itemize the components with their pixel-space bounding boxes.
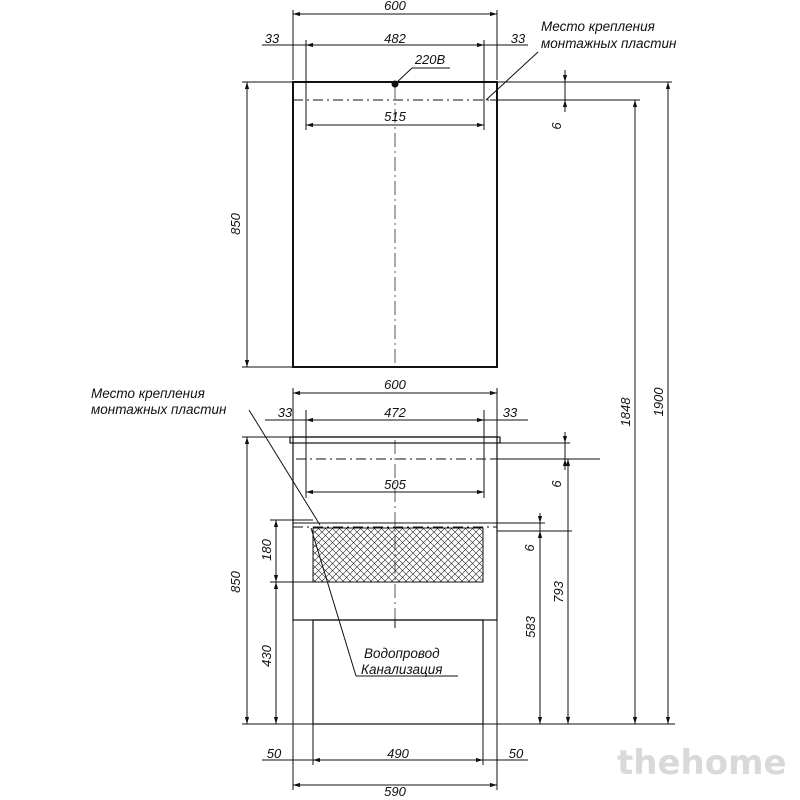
label-base-right: 50 bbox=[508, 746, 524, 761]
label-mirror-edge-left: 33 bbox=[264, 31, 280, 46]
mirror-mount-label-2: монтажных пластин bbox=[541, 36, 677, 51]
mirror-view bbox=[242, 10, 672, 367]
label-cabinet-offset-top: 6 bbox=[549, 480, 564, 488]
label-base-left: 50 bbox=[266, 746, 282, 761]
pipes-label-2: Канализация bbox=[361, 662, 443, 677]
label-cabinet-height: 850 bbox=[228, 571, 243, 593]
label-mirror-height: 850 bbox=[228, 213, 243, 235]
label-mirror-plates: 482 bbox=[384, 31, 406, 46]
cabinet-view bbox=[242, 388, 675, 790]
cabinet-mount-label-2: монтажных пластин bbox=[91, 402, 227, 417]
service-zone-hatch bbox=[313, 528, 483, 582]
label-1848: 1848 bbox=[618, 397, 633, 427]
mirror-mount-leader bbox=[486, 52, 538, 100]
label-power: 220В bbox=[414, 52, 446, 67]
label-mirror-inner: 515 bbox=[384, 109, 406, 124]
watermark-logo: thehome bbox=[617, 743, 787, 783]
label-cabinet-offset-mid: 6 bbox=[522, 544, 537, 552]
label-leg-height: 430 bbox=[259, 645, 274, 667]
label-mirror-offset: 6 bbox=[549, 122, 564, 130]
label-drawer-height: 180 bbox=[259, 539, 274, 561]
labels bbox=[91, 0, 787, 799]
label-cabinet-width: 600 bbox=[384, 377, 406, 392]
label-cabinet-inner: 505 bbox=[384, 477, 406, 492]
label-583: 583 bbox=[523, 616, 538, 638]
cabinet-mount-leader bbox=[249, 410, 320, 525]
label-cabinet-edge-right: 33 bbox=[502, 405, 518, 420]
pipes-label-1: Водопровод bbox=[364, 646, 440, 661]
mirror-mount-label-1: Место крепления bbox=[541, 19, 655, 34]
label-cabinet-edge-left: 33 bbox=[277, 405, 293, 420]
label-mirror-edge-right: 33 bbox=[510, 31, 526, 46]
label-mirror-width: 600 bbox=[384, 0, 406, 13]
label-cabinet-plates: 472 bbox=[384, 405, 406, 420]
cabinet-mount-label-1: Место крепления bbox=[91, 386, 205, 401]
label-base-mid: 490 bbox=[387, 746, 409, 761]
label-793: 793 bbox=[551, 581, 566, 603]
label-1900: 1900 bbox=[651, 387, 666, 417]
label-base-width: 590 bbox=[384, 784, 406, 799]
